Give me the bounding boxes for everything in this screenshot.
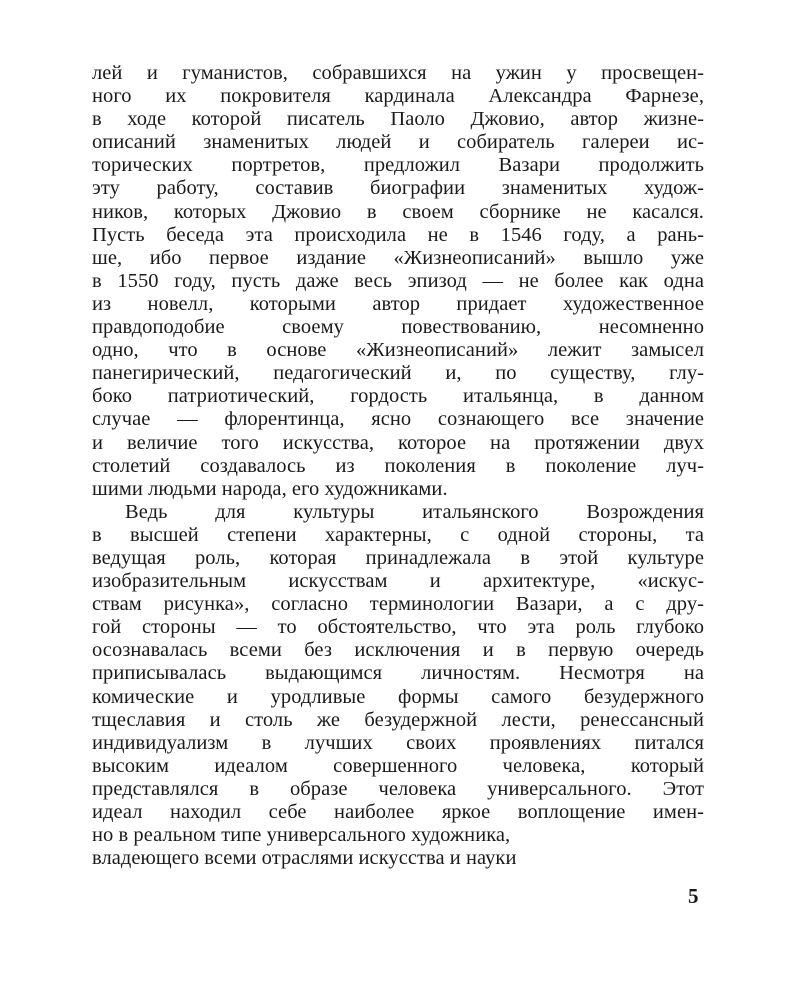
text-line: тщеславия и столь же безудержной лести, ренессансный <box>92 708 704 731</box>
text-line: панегирический, педагогический и, по существу, глу- <box>92 362 704 385</box>
text-line: высоким идеалом совершенного человека, который <box>92 754 704 777</box>
text-line: комические и уродливые формы самого безудержного <box>92 685 704 708</box>
text-line: ствам рисунка», согласно терминологии Вазари, а с дру- <box>92 593 704 616</box>
text-line: но в реальном типе универсального художника, <box>92 824 511 847</box>
text-line: индивидуализм в лучших своих проявлениях питался <box>92 731 704 754</box>
text-line-indented: Ведь для культуры итальянского Возрождения <box>125 500 704 523</box>
text-line: ного их покровителя кардинала Александра Фарнезе, <box>92 85 704 108</box>
text-line: случае — флорентинца, ясно сознающего все значение <box>92 408 704 431</box>
text-line: в ходе которой писатель Паоло Джовио, автор жизне- <box>92 108 704 131</box>
text-line: осознавалась всеми без исключения и в первую очередь <box>92 639 704 662</box>
text-line: в 1550 году, пусть даже весь эпизод — не более как одна <box>92 269 704 292</box>
paragraph-1 <box>92 62 704 501</box>
text-line: приписывалась выдающимся личностям. Несмотря на <box>92 662 704 685</box>
text-line: торических портретов, предложил Вазари продолжить <box>92 154 704 177</box>
text-line: ников, которых Джовио в своем сборнике не касался. <box>92 200 704 223</box>
text-line: ведущая роль, которая принадлежала в этой культуре <box>92 546 704 569</box>
text-column <box>92 62 704 870</box>
text-line: в высшей степени характерны, с одной стороны, та <box>92 523 704 546</box>
text-line: ше, ибо первое издание «Жизнеописаний» вышло уже <box>92 246 704 269</box>
text-line: из новелл, которыми автор придает художественное <box>92 292 704 315</box>
text-line: владеющего всеми отраслями искусства и науки <box>92 847 517 870</box>
text-line: одно, что в основе «Жизнеописаний» лежит замысел <box>92 339 704 362</box>
text-line: изобразительным искусствам и архитектуре, «искус- <box>92 570 704 593</box>
text-line: лей и гуманистов, собравшихся на ужин у просвещен- <box>92 62 704 84</box>
page-number: 5 <box>688 884 699 908</box>
text-line: столетий создавалось из поколения в поколение луч- <box>92 454 704 477</box>
text-line: гой стороны — то обстоятельство, что эта роль глубоко <box>92 616 704 639</box>
text-line: правдоподобие своему повествованию, несомненно <box>92 316 704 339</box>
text-line: и величие того искусства, которое на протяжении двух <box>92 431 704 454</box>
text-line: представлялся в образе человека универсального. Этот <box>92 777 704 800</box>
text-line: шими людьми народа, его художниками. <box>92 477 448 500</box>
text-line: Пусть беседа эта происходила не в 1546 году, а рань- <box>92 223 704 246</box>
text-line: эту работу, составив биографии знаменитых худож- <box>92 177 704 200</box>
text-line: описаний знаменитых людей и собиратель галереи ис- <box>92 131 704 154</box>
text-line: боко патриотический, гордость итальянца, в данном <box>92 385 704 408</box>
paragraph-2 <box>92 501 704 871</box>
text-line: идеал находил себе наиболее яркое воплощение имен- <box>92 801 704 823</box>
